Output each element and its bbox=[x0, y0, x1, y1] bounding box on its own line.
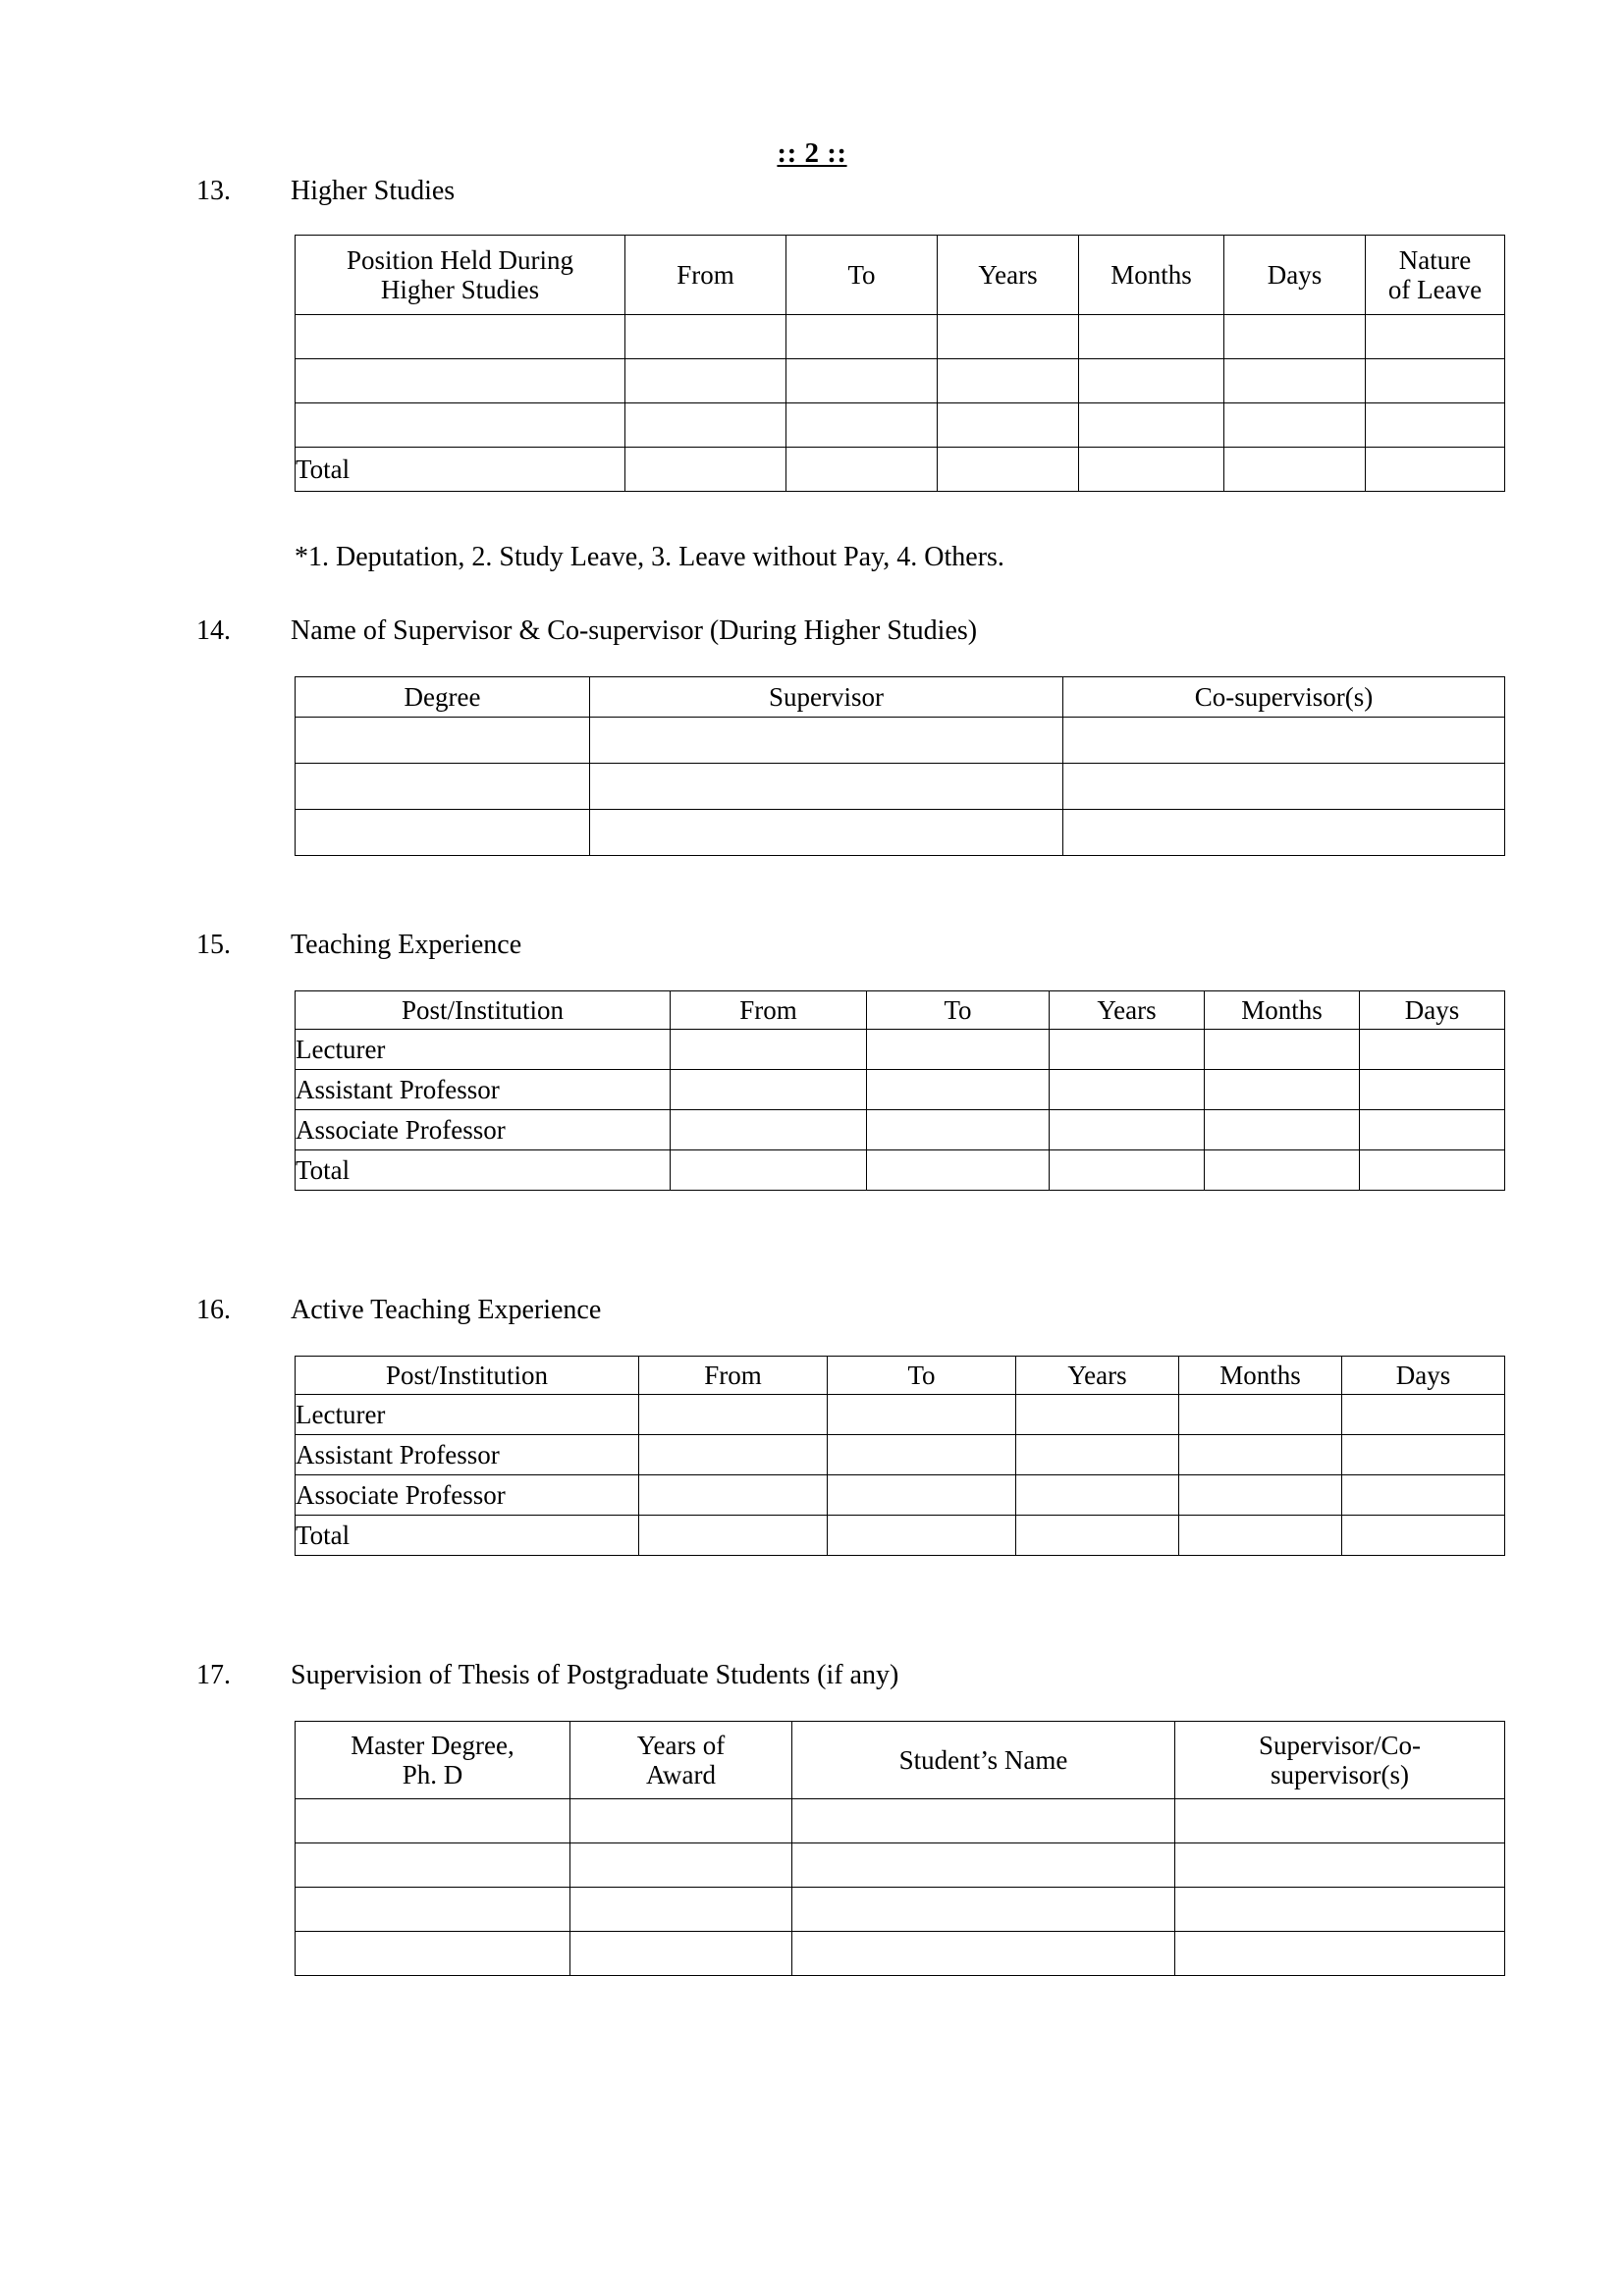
cell-degree-type[interactable] bbox=[296, 1931, 570, 1975]
cell-months[interactable] bbox=[1179, 1434, 1342, 1474]
section-15-heading bbox=[196, 931, 1473, 961]
table-row bbox=[296, 1109, 1505, 1149]
cell-total-days[interactable] bbox=[1342, 1515, 1505, 1555]
cell-to[interactable] bbox=[867, 1109, 1050, 1149]
cell-co-supervisor[interactable] bbox=[1063, 763, 1505, 809]
cell-total-years[interactable] bbox=[1016, 1515, 1179, 1555]
cell-years[interactable] bbox=[1050, 1029, 1205, 1069]
cell-total-days[interactable] bbox=[1224, 447, 1366, 491]
cell-student-name[interactable] bbox=[792, 1798, 1175, 1842]
cell-months[interactable] bbox=[1179, 1474, 1342, 1515]
table-row bbox=[296, 1798, 1505, 1842]
col-header-to: To bbox=[867, 990, 1050, 1029]
cell-years[interactable] bbox=[938, 402, 1079, 447]
cell-year-of-award[interactable] bbox=[570, 1798, 792, 1842]
cell-from[interactable] bbox=[625, 402, 786, 447]
col-header-from: From bbox=[625, 235, 786, 314]
cell-to[interactable] bbox=[828, 1394, 1016, 1434]
col-header-to: To bbox=[786, 235, 938, 314]
col-header-days: Days bbox=[1360, 990, 1505, 1029]
cell-total-label: Total bbox=[296, 1515, 639, 1555]
cell-supervisor[interactable] bbox=[1175, 1931, 1505, 1975]
table-header-row bbox=[296, 676, 1505, 717]
cell-years[interactable] bbox=[1050, 1109, 1205, 1149]
cell-to[interactable] bbox=[786, 358, 938, 402]
col-header-post-institution: Post/Institution bbox=[296, 1356, 639, 1394]
cell-total-label: Total bbox=[296, 1149, 671, 1190]
cell-co-supervisor[interactable] bbox=[1063, 809, 1505, 855]
section-13-title: Higher Studies bbox=[291, 176, 456, 206]
col-header-degree: Degree bbox=[296, 676, 590, 717]
cell-from[interactable] bbox=[671, 1029, 867, 1069]
cell-total-years[interactable] bbox=[938, 447, 1079, 491]
cell-position[interactable] bbox=[296, 358, 625, 402]
page-number-text: :: 2 :: bbox=[777, 137, 847, 169]
table-row bbox=[296, 717, 1505, 763]
col-header-months: Months bbox=[1205, 990, 1360, 1029]
cell-total-from[interactable] bbox=[671, 1149, 867, 1190]
col-header-years: Years bbox=[1016, 1356, 1179, 1394]
col-header-to: To bbox=[828, 1356, 1016, 1394]
cell-total-nature[interactable] bbox=[1366, 447, 1505, 491]
cell-years[interactable] bbox=[1016, 1474, 1179, 1515]
section-13-number: 13. bbox=[196, 176, 231, 206]
cell-total-years[interactable] bbox=[1050, 1149, 1205, 1190]
col-header-months: Months bbox=[1079, 235, 1224, 314]
section-13 bbox=[196, 176, 1483, 492]
cell-days[interactable] bbox=[1342, 1434, 1505, 1474]
cell-supervisor[interactable] bbox=[590, 763, 1063, 809]
col-header-master-degree-phd: Master Degree, Ph. D bbox=[296, 1721, 570, 1798]
table-header-row bbox=[296, 990, 1505, 1029]
section-16-title: Active Teaching Experience bbox=[291, 1295, 602, 1325]
cell-days[interactable] bbox=[1342, 1474, 1505, 1515]
cell-from[interactable] bbox=[671, 1069, 867, 1109]
cell-from[interactable] bbox=[639, 1474, 828, 1515]
cell-total-to[interactable] bbox=[786, 447, 938, 491]
cell-days[interactable] bbox=[1360, 1109, 1505, 1149]
col-header-supervisor: Supervisor bbox=[590, 676, 1063, 717]
section-15-title: Teaching Experience bbox=[291, 930, 522, 960]
section-13-heading bbox=[196, 177, 1473, 207]
cell-years[interactable] bbox=[1050, 1069, 1205, 1109]
cell-nature[interactable] bbox=[1366, 402, 1505, 447]
col-header-years: Years bbox=[938, 235, 1079, 314]
higher-studies-table bbox=[295, 235, 1505, 492]
cell-total-to[interactable] bbox=[828, 1515, 1016, 1555]
cell-to[interactable] bbox=[786, 314, 938, 358]
section-16-number: 16. bbox=[196, 1295, 231, 1325]
table-row bbox=[296, 809, 1505, 855]
cell-total-days[interactable] bbox=[1360, 1149, 1505, 1190]
col-header-years: Years bbox=[1050, 990, 1205, 1029]
cell-degree-type[interactable] bbox=[296, 1798, 570, 1842]
table-row bbox=[296, 1394, 1505, 1434]
col-header-nature-of-leave: Nature of Leave bbox=[1366, 235, 1505, 314]
cell-months[interactable] bbox=[1079, 358, 1224, 402]
cell-months[interactable] bbox=[1205, 1069, 1360, 1109]
cell-days[interactable] bbox=[1360, 1069, 1505, 1109]
cell-total-months[interactable] bbox=[1079, 447, 1224, 491]
col-header-position-held: Position Held During Higher Studies bbox=[296, 235, 625, 314]
cell-total-months[interactable] bbox=[1179, 1515, 1342, 1555]
cell-position[interactable] bbox=[296, 402, 625, 447]
section-14 bbox=[196, 616, 1473, 856]
table-row bbox=[296, 763, 1505, 809]
cell-supervisor[interactable] bbox=[1175, 1887, 1505, 1931]
cell-nature[interactable] bbox=[1366, 314, 1505, 358]
higher-studies-footnote: *1. Deputation, 2. Study Leave, 3. Leave without Pay, 4. Others. bbox=[295, 542, 1004, 572]
cell-total-label: Total bbox=[296, 447, 625, 491]
col-header-post-institution: Post/Institution bbox=[296, 990, 671, 1029]
cell-to[interactable] bbox=[867, 1029, 1050, 1069]
cell-from[interactable] bbox=[639, 1434, 828, 1474]
cell-supervisor[interactable] bbox=[1175, 1798, 1505, 1842]
section-17 bbox=[196, 1661, 1473, 1976]
section-14-number: 14. bbox=[196, 615, 231, 646]
section-14-heading bbox=[196, 616, 1473, 647]
section-14-title: Name of Supervisor & Co-supervisor (During Higher Studies) bbox=[291, 615, 978, 646]
cell-position[interactable] bbox=[296, 314, 625, 358]
cell-to[interactable] bbox=[867, 1069, 1050, 1109]
col-header-student-name: Student’s Name bbox=[792, 1721, 1175, 1798]
col-header-from: From bbox=[639, 1356, 828, 1394]
cell-days[interactable] bbox=[1224, 358, 1366, 402]
col-header-days: Days bbox=[1342, 1356, 1505, 1394]
table-row bbox=[296, 358, 1505, 402]
cell-degree-type[interactable] bbox=[296, 1842, 570, 1887]
col-header-from: From bbox=[671, 990, 867, 1029]
cell-months[interactable] bbox=[1205, 1029, 1360, 1069]
active-teaching-experience-table bbox=[295, 1356, 1505, 1556]
cell-degree[interactable] bbox=[296, 809, 590, 855]
cell-months[interactable] bbox=[1079, 402, 1224, 447]
cell-degree-type[interactable] bbox=[296, 1887, 570, 1931]
cell-to[interactable] bbox=[786, 402, 938, 447]
cell-year-of-award[interactable] bbox=[570, 1931, 792, 1975]
cell-post-assistant-professor: Assistant Professor bbox=[296, 1434, 639, 1474]
page-number-header bbox=[0, 137, 1624, 170]
cell-days[interactable] bbox=[1360, 1029, 1505, 1069]
cell-co-supervisor[interactable] bbox=[1063, 717, 1505, 763]
section-16 bbox=[196, 1296, 1473, 1556]
col-header-years-of-award: Years of Award bbox=[570, 1721, 792, 1798]
cell-total-from[interactable] bbox=[625, 447, 786, 491]
section-15-number: 15. bbox=[196, 930, 231, 960]
cell-total-to[interactable] bbox=[867, 1149, 1050, 1190]
table-row bbox=[296, 1069, 1505, 1109]
col-header-months: Months bbox=[1179, 1356, 1342, 1394]
cell-from[interactable] bbox=[671, 1109, 867, 1149]
col-header-supervisor-co-supervisor: Supervisor/Co- supervisor(s) bbox=[1175, 1721, 1505, 1798]
cell-to[interactable] bbox=[828, 1474, 1016, 1515]
cell-student-name[interactable] bbox=[792, 1842, 1175, 1887]
cell-years[interactable] bbox=[1016, 1434, 1179, 1474]
cell-supervisor[interactable] bbox=[590, 717, 1063, 763]
cell-years[interactable] bbox=[938, 358, 1079, 402]
table-row-total bbox=[296, 1515, 1505, 1555]
table-row bbox=[296, 1029, 1505, 1069]
cell-years[interactable] bbox=[938, 314, 1079, 358]
cell-supervisor[interactable] bbox=[1175, 1842, 1505, 1887]
cell-years[interactable] bbox=[1016, 1394, 1179, 1434]
section-15 bbox=[196, 931, 1473, 1191]
section-17-title: Supervision of Thesis of Postgraduate Students (if any) bbox=[291, 1660, 899, 1690]
cell-total-months[interactable] bbox=[1205, 1149, 1360, 1190]
cell-total-from[interactable] bbox=[639, 1515, 828, 1555]
cell-degree[interactable] bbox=[296, 763, 590, 809]
table-row bbox=[296, 402, 1505, 447]
cell-post-lecturer: Lecturer bbox=[296, 1029, 671, 1069]
cell-days[interactable] bbox=[1224, 402, 1366, 447]
col-header-days: Days bbox=[1224, 235, 1366, 314]
cell-post-assistant-professor: Assistant Professor bbox=[296, 1069, 671, 1109]
cell-post-associate-professor: Associate Professor bbox=[296, 1109, 671, 1149]
supervisor-table bbox=[295, 676, 1505, 856]
cell-student-name[interactable] bbox=[792, 1887, 1175, 1931]
section-17-number: 17. bbox=[196, 1660, 231, 1690]
teaching-experience-table bbox=[295, 990, 1505, 1191]
cell-from[interactable] bbox=[625, 314, 786, 358]
table-row bbox=[296, 1931, 1505, 1975]
cell-days[interactable] bbox=[1342, 1394, 1505, 1434]
table-header-row bbox=[296, 1721, 1505, 1798]
cell-months[interactable] bbox=[1205, 1109, 1360, 1149]
table-header-row bbox=[296, 1356, 1505, 1394]
thesis-supervision-table bbox=[295, 1721, 1505, 1976]
col-header-co-supervisor: Co-supervisor(s) bbox=[1063, 676, 1505, 717]
section-17-heading bbox=[196, 1661, 1473, 1691]
table-row bbox=[296, 1474, 1505, 1515]
cell-student-name[interactable] bbox=[792, 1931, 1175, 1975]
table-row bbox=[296, 314, 1505, 358]
cell-year-of-award[interactable] bbox=[570, 1842, 792, 1887]
table-row-total bbox=[296, 447, 1505, 491]
table-row-total bbox=[296, 1149, 1505, 1190]
cell-from[interactable] bbox=[625, 358, 786, 402]
cell-degree[interactable] bbox=[296, 717, 590, 763]
table-row bbox=[296, 1887, 1505, 1931]
cell-from[interactable] bbox=[639, 1394, 828, 1434]
cell-nature[interactable] bbox=[1366, 358, 1505, 402]
cell-supervisor[interactable] bbox=[590, 809, 1063, 855]
cell-days[interactable] bbox=[1224, 314, 1366, 358]
section-16-heading bbox=[196, 1296, 1473, 1326]
cell-to[interactable] bbox=[828, 1434, 1016, 1474]
cell-months[interactable] bbox=[1079, 314, 1224, 358]
cell-year-of-award[interactable] bbox=[570, 1887, 792, 1931]
cell-post-lecturer: Lecturer bbox=[296, 1394, 639, 1434]
table-header-row bbox=[296, 235, 1505, 314]
cell-months[interactable] bbox=[1179, 1394, 1342, 1434]
table-row bbox=[296, 1842, 1505, 1887]
table-row bbox=[296, 1434, 1505, 1474]
cell-post-associate-professor: Associate Professor bbox=[296, 1474, 639, 1515]
